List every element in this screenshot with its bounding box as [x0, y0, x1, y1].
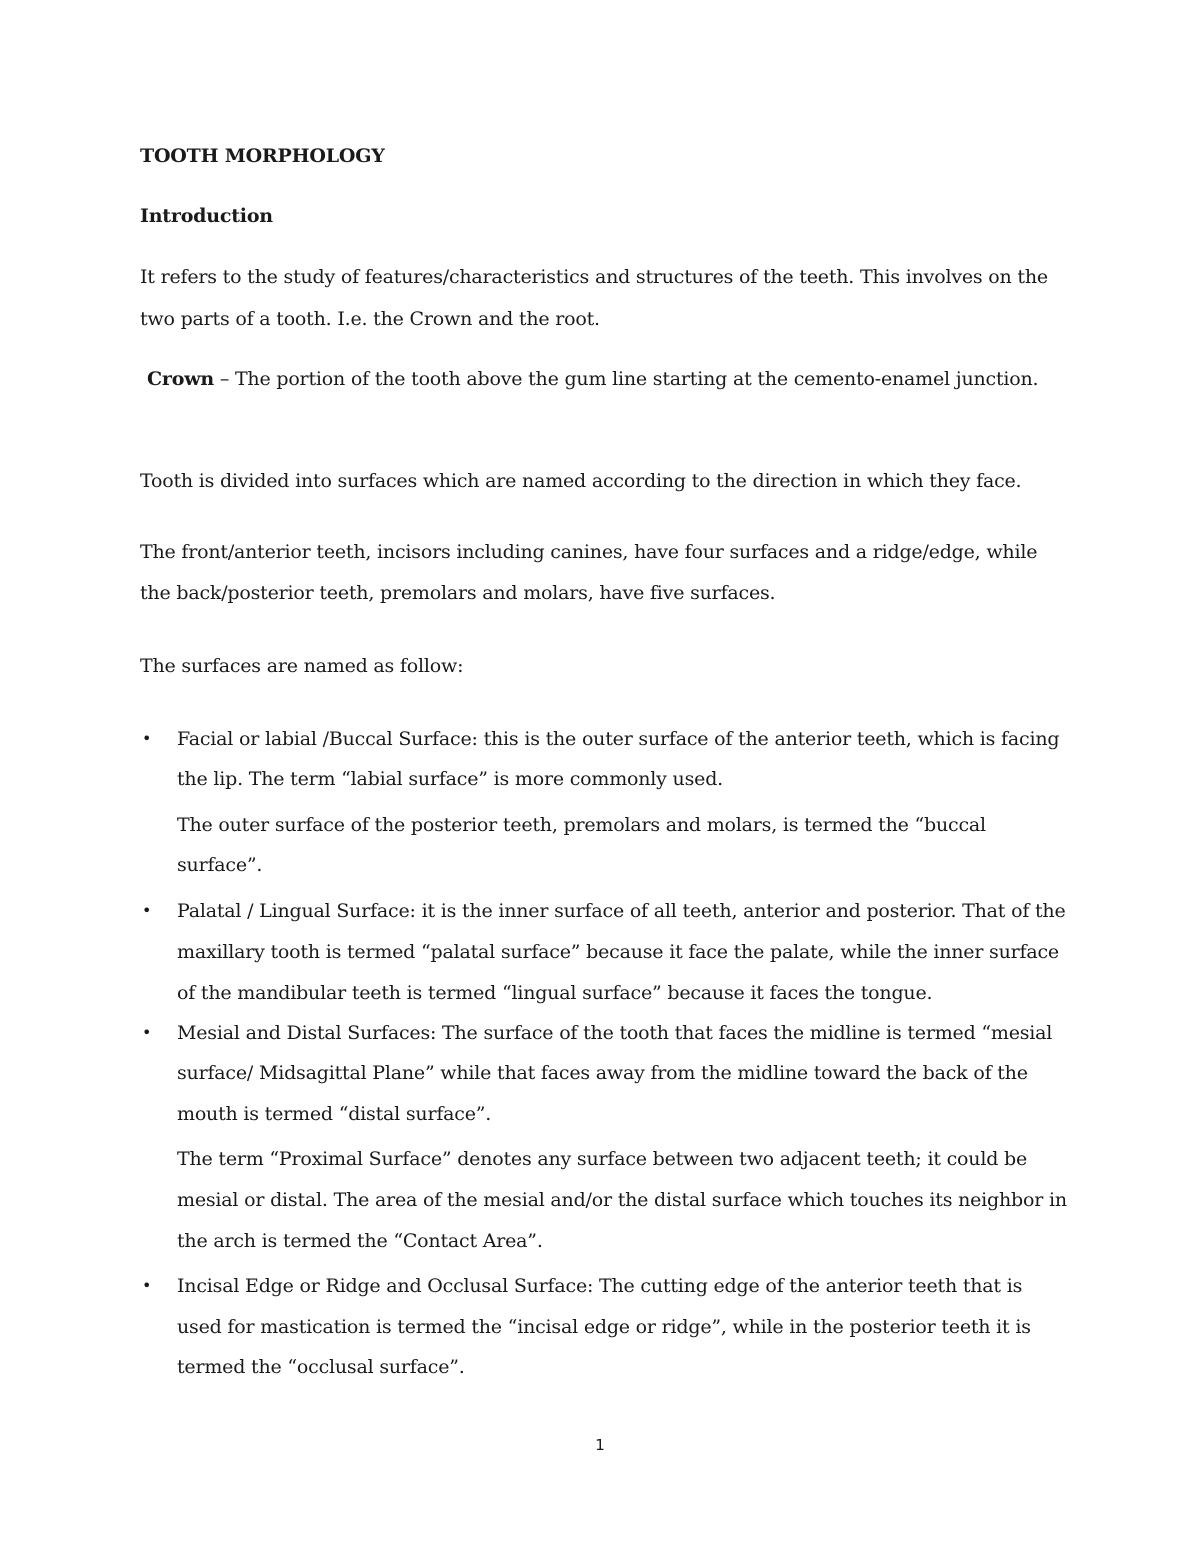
crown-definition-text: – The portion of the tooth above the gum line starting at the cemento-enamel junction.: [213, 368, 1039, 390]
bullet-marker: •: [142, 1023, 152, 1042]
section-heading: Introduction: [140, 205, 273, 227]
page-number: 1: [595, 1436, 605, 1454]
intro-line-2: two parts of a tooth. I.e. the Crown and the root.: [140, 308, 600, 330]
crown-definition: [147, 367, 1038, 391]
facial-line-1: Facial or labial /Buccal Surface: this is the outer surface of the anterior teeth, which is facing: [177, 728, 1060, 750]
intro-line-1: It refers to the study of features/characteristics and structures of the teeth. This involves on the: [140, 266, 1048, 288]
bullet-marker: •: [142, 1276, 152, 1295]
palatal-line-2: maxillary tooth is termed “palatal surface” because it face the palate, while the inner surface: [177, 941, 1059, 963]
mesial-line-2: surface/ Midsagittal Plane” while that faces away from the midline toward the back of the: [177, 1062, 1028, 1084]
incisal-line-2: used for mastication is termed the “incisal edge or ridge”, while in the posterior teeth it is: [177, 1316, 1031, 1338]
facial-line-4: surface”.: [177, 854, 263, 876]
crown-term: Crown: [147, 368, 214, 390]
surfaces-named-as: The surfaces are named as follow:: [140, 655, 464, 677]
mesial-line-6: the arch is termed the “Contact Area”.: [177, 1230, 543, 1252]
bullet-marker: •: [142, 901, 152, 920]
mesial-line-3: mouth is termed “distal surface”.: [177, 1103, 492, 1125]
palatal-line-3: of the mandibular teeth is termed “lingual surface” because it faces the tongue.: [177, 982, 933, 1004]
facial-line-3: The outer surface of the posterior teeth, premolars and molars, is termed the “buccal: [177, 814, 986, 836]
front-back-line-2: the back/posterior teeth, premolars and molars, have five surfaces.: [140, 582, 776, 604]
document-title: TOOTH MORPHOLOGY: [140, 145, 385, 167]
mesial-line-5: mesial or distal. The area of the mesial and/or the distal surface which touches its neighbor in: [177, 1189, 1067, 1211]
mesial-line-4: The term “Proximal Surface” denotes any surface between two adjacent teeth; it could be: [177, 1148, 1028, 1170]
incisal-line-3: termed the “occlusal surface”.: [177, 1356, 465, 1378]
facial-line-2: the lip. The term “labial surface” is more commonly used.: [177, 768, 723, 790]
palatal-line-1: Palatal / Lingual Surface: it is the inner surface of all teeth, anterior and posterior. That of the: [177, 900, 1066, 922]
incisal-line-1: Incisal Edge or Ridge and Occlusal Surface: The cutting edge of the anterior teeth that is: [177, 1275, 1023, 1297]
bullet-marker: •: [142, 729, 152, 748]
mesial-line-1: Mesial and Distal Surfaces: The surface of the tooth that faces the midline is termed “mesial: [177, 1022, 1053, 1044]
front-back-line-1: The front/anterior teeth, incisors including canines, have four surfaces and a ridge/edge, while: [140, 541, 1038, 563]
surfaces-intro: Tooth is divided into surfaces which are named according to the direction in which they face.: [140, 470, 1022, 492]
